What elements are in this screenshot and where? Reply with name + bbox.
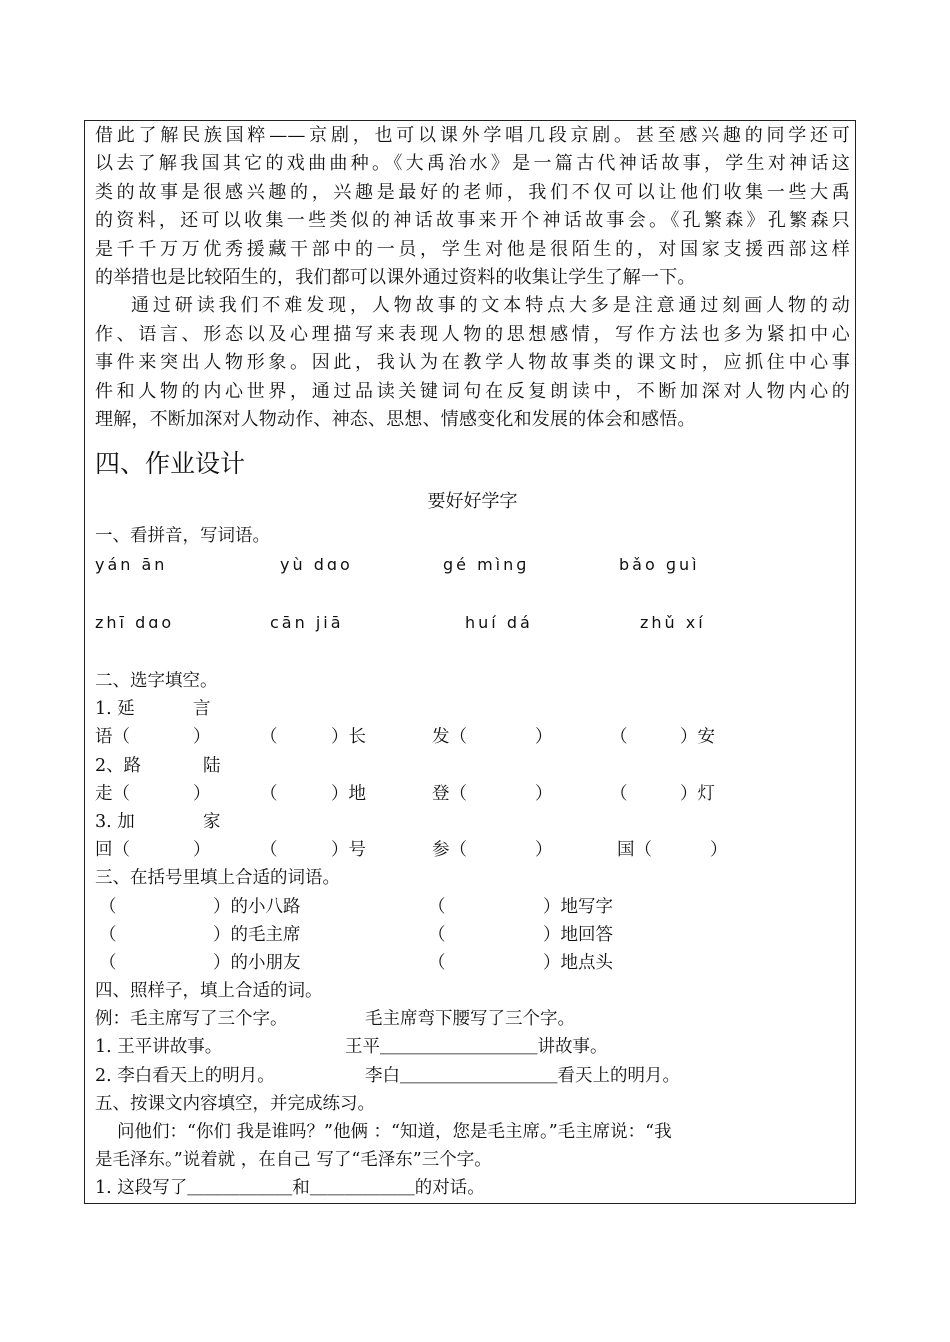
blank-part: （ bbox=[99, 924, 117, 945]
blank-part: ） bbox=[535, 727, 553, 748]
pinyin-row-1 bbox=[95, 551, 850, 579]
q2-group-3-head bbox=[95, 808, 850, 836]
blank-part: ） bbox=[193, 727, 211, 748]
text-line: 件和人物的内心世界，通过品读关键词句在反复朗读中，不断加深对人物内心的 bbox=[95, 380, 850, 402]
text-line: 是千千万万优秀援藏干部中的一员，学生对他是很陌生的，对国家支援西部这样 bbox=[95, 238, 850, 260]
document-content bbox=[95, 122, 850, 1203]
blank-part: ） bbox=[710, 840, 728, 861]
q4-title: 四、照样子，填上合适的词。 bbox=[95, 981, 323, 1002]
char-option: 陆 bbox=[203, 755, 221, 776]
text-line: 的资料，还可以收集一些类似的神话故事来开个神话故事会。《孔繁森》孔繁森只 bbox=[95, 210, 850, 232]
blank-part: ）的小八路 bbox=[213, 896, 301, 917]
blank-part: ）的小朋友 bbox=[213, 952, 301, 973]
blank-part: ）地写字 bbox=[543, 896, 613, 917]
blank-part: 回（ bbox=[95, 840, 130, 861]
text-line: 的举措也是比较陌生的，我们都可以课外通过资料的收集让学生了解一下。 bbox=[95, 267, 696, 289]
q5-passage-line-2: 是毛泽东。”说着就 ，在自己 写了“毛泽东”三个字。 bbox=[95, 1150, 492, 1171]
example-original: 例：毛主席写了三个字。 bbox=[95, 1009, 288, 1030]
blank-part: ）号 bbox=[331, 840, 366, 861]
text-line: 通过研读我们不难发现，人物故事的文本特点大多是注意通过刻画人物的动 bbox=[131, 295, 850, 317]
text-line: 理解，不断加深对人物动作、神态、思想、情感变化和发展的体会和感悟。 bbox=[95, 409, 696, 431]
pinyin-word: zhī dɑo bbox=[95, 612, 175, 632]
blank-part: ）地点头 bbox=[543, 952, 613, 973]
item-fill: 王平＿＿＿＿＿＿＿＿＿讲故事。 bbox=[345, 1037, 608, 1058]
q3-row bbox=[95, 893, 850, 921]
reading-analysis-paragraph-2 bbox=[95, 292, 850, 434]
text-line: 作、语言、形态以及心理描写来表现人物的思想感情，写作方法也多为紧扣中心 bbox=[95, 323, 850, 345]
char-option: 1. 延 bbox=[95, 699, 135, 720]
blank-part: （ bbox=[428, 924, 446, 945]
char-option: 言 bbox=[193, 699, 211, 720]
blank-part: 发（ bbox=[432, 727, 467, 748]
blank-part: （ bbox=[99, 896, 117, 917]
q5-item-1: 1. 这段写了＿＿＿＿＿＿和＿＿＿＿＿＿的对话。 bbox=[95, 1178, 485, 1199]
blank-part: （ bbox=[428, 952, 446, 973]
worksheet-title: 要好好学字 bbox=[427, 491, 518, 513]
blank-part: （ bbox=[610, 783, 628, 804]
pinyin-word: yù dɑo bbox=[280, 554, 353, 574]
char-option: 3. 加 bbox=[95, 811, 135, 832]
q2-group-2-head bbox=[95, 752, 850, 780]
blank-part: ）地回答 bbox=[543, 924, 613, 945]
blank-part: 登（ bbox=[432, 783, 467, 804]
char-option: 2、路 bbox=[95, 755, 142, 776]
blank-part: ） bbox=[193, 783, 211, 804]
blank-part: ） bbox=[535, 783, 553, 804]
blank-part: （ bbox=[99, 952, 117, 973]
item-original: 1. 王平讲故事。 bbox=[95, 1037, 223, 1058]
item-fill: 李白＿＿＿＿＿＿＿＿＿看天上的明月。 bbox=[365, 1065, 680, 1086]
q5-title: 五、按课文内容填空，并完成练习。 bbox=[95, 1093, 375, 1114]
text-line: 事件来突出人物形象。因此，我认为在教学人物故事类的课文时，应抓住中心事 bbox=[95, 352, 850, 374]
q1-title: 一、看拼音，写词语。 bbox=[95, 526, 270, 547]
text-line: 以去了解我国其它的戏曲曲种。《大禹治水》是一篇古代神话故事，学生对神话这 bbox=[95, 153, 850, 175]
blank-part: ）地 bbox=[331, 783, 366, 804]
blank-part: （ bbox=[260, 840, 278, 861]
blank-part: ） bbox=[535, 840, 553, 861]
pinyin-row-2 bbox=[95, 609, 850, 637]
reading-analysis-paragraph-1 bbox=[95, 122, 850, 292]
q2-group-2-row bbox=[95, 780, 850, 808]
q4-example bbox=[95, 1005, 850, 1033]
blank-part: （ bbox=[610, 727, 628, 748]
q4-item-2 bbox=[95, 1062, 850, 1090]
blank-part: ）的毛主席 bbox=[213, 924, 301, 945]
q2-group-1-row bbox=[95, 723, 850, 751]
blank-part: 走（ bbox=[95, 783, 130, 804]
q3-row bbox=[95, 949, 850, 977]
blank-part: ）灯 bbox=[680, 783, 715, 804]
char-option: 家 bbox=[203, 811, 221, 832]
blank-part: （ bbox=[260, 727, 278, 748]
blank-part: ）安 bbox=[680, 727, 715, 748]
q2-title: 二、选字填空。 bbox=[95, 671, 218, 692]
q2-group-3-row bbox=[95, 836, 850, 864]
blank-part: ） bbox=[193, 840, 211, 861]
q2-group-1-head bbox=[95, 695, 850, 723]
pinyin-word: gé mìnɡ bbox=[443, 554, 530, 574]
text-line: 借此了解民族国粹——京剧，也可以课外学唱几段京剧。甚至感兴趣的同学还可 bbox=[95, 125, 850, 146]
q5-passage-line-1: 问他们：“你们 我是谁吗？”他俩 ：“知道，您是毛主席。”毛主席说：“我 bbox=[117, 1122, 672, 1143]
q4-item-1 bbox=[95, 1033, 850, 1061]
pinyin-word: huí dá bbox=[465, 612, 533, 632]
blank-part: 语（ bbox=[95, 727, 130, 748]
pinyin-word: zhǔ xí bbox=[640, 612, 706, 632]
section-heading: 四、作业设计 bbox=[95, 449, 246, 479]
blank-part: （ bbox=[428, 896, 446, 917]
example-expanded: 毛主席弯下腰写了三个字。 bbox=[365, 1009, 575, 1030]
q3-title: 三、在括号里填上合适的词语。 bbox=[95, 868, 340, 889]
pinyin-word: cān jiā bbox=[270, 612, 344, 632]
pinyin-word: yán ān bbox=[95, 554, 168, 574]
blank-part: （ bbox=[260, 783, 278, 804]
blank-part: 参（ bbox=[432, 840, 467, 861]
blank-part: ）长 bbox=[331, 727, 366, 748]
pinyin-word: bǎo ɡuì bbox=[619, 554, 700, 574]
blank-part: 国（ bbox=[617, 840, 652, 861]
text-line: 类的故事是很感兴趣的，兴趣是最好的老师，我们不仅可以让他们收集一些大禹 bbox=[95, 181, 850, 203]
item-original: 2. 李白看天上的明月。 bbox=[95, 1065, 275, 1086]
q3-row bbox=[95, 921, 850, 949]
